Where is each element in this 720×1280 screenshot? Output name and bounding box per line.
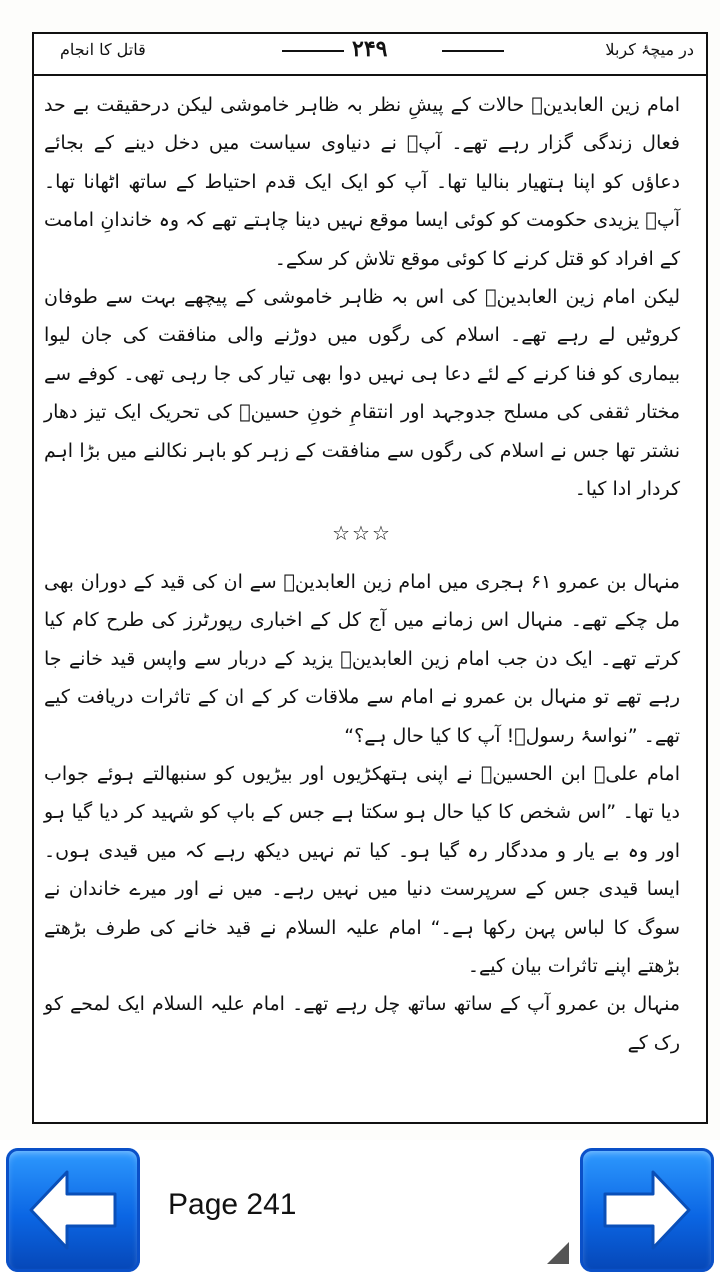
paragraph-1: امام زین العابدینؑ حالات کے پیشِ نظر بہ ظاہر خاموشی لیکن درحقیقت بے حد فعال زندگی گزار رہے تھے۔ آپؑ نے دنیاوی سیاست میں دخل دینے کے بجائے دعاؤں کو اپنا ہتھیار بنالیا تھا۔ آپ کو ایک ایک قدم احتیاط کے ساتھ اٹھانا تھا۔ آپؑ یزیدی حکومت کو کوئی ایسا موقع نہیں دینا چاہتے تھے کہ وہ خاندانِ امامت کے افراد کو قتل کرنے کا کوئی موقع تلاش کر سکے۔ bbox=[44, 94, 680, 270]
navigation-bar bbox=[0, 1140, 720, 1280]
previous-page-button[interactable] bbox=[6, 1148, 140, 1272]
chapter-title: قاتل کا انجام bbox=[60, 40, 146, 59]
paragraph-3: منہال بن عمرو ۶۱ ہجری میں امام زین العابدینؑ سے ان کی قید کے دوران بھی مل چکے تھے۔ منہال اس زمانے میں آج کل کے اخباری رپورٹرز کی طرح کام کیا کرتے تھے۔ ایک دن جب امام زین العابدینؑ یزید کے دربار سے واپس قید خانے جا رہے تھے تو منہال بن عمرو نے امام سے ملاقات کر کے ان کے تاثرات دریافت کیے تھے۔ ”نواسۂ رسولؐ! آپ کا کیا حال ہے؟“ bbox=[44, 570, 680, 747]
arrow-left-icon bbox=[23, 1160, 123, 1260]
page-body-text bbox=[44, 86, 680, 1062]
resize-grip-icon bbox=[547, 1242, 569, 1264]
arrow-right-icon bbox=[597, 1160, 697, 1260]
next-page-button[interactable] bbox=[580, 1148, 714, 1272]
paragraph-5: منہال بن عمرو آپ کے ساتھ ساتھ چل رہے تھے۔ امام علیہ السلام ایک لمحے کو رک کے bbox=[44, 993, 680, 1054]
page-indicator: Page 241 bbox=[168, 1188, 297, 1221]
paragraph-4: امام علیؑ ابن الحسینؑ نے اپنی ہتھکڑیوں اور بیڑیوں کو سنبھالتے ہوئے جواب دیا تھا۔ ”اس شخص کا کیا حال ہو سکتا ہے جس کے باپ کو شہید کر دیا گیا ہو اور وہ بے یار و مددگار رہ گیا ہو۔ کیا تم نہیں دیکھ رہے کہ میں قیدی ہوں۔ ایسا قیدی جس کے سرپرست دنیا میں نہیں رہے۔ میں نے اور میرے خاندان نے سوگ کا لباس پہن رکھا ہے۔“ امام علیہ السلام نے قید خانے کی طرف بڑھتے بڑھتے اپنے تاثرات بیان کیے۔ bbox=[44, 762, 680, 977]
printed-page-number: ۲۴۹ bbox=[352, 36, 388, 62]
page-header bbox=[32, 32, 708, 76]
paragraph-2: لیکن امام زین العابدینؑ کی اس بہ ظاہر خاموشی کے پیچھے بہت سے طوفان کروٹیں لے رہے تھے۔ اسلام کی رگوں میں دوڑنے والی منافقت کی جان لیوا بیماری کو فنا کرنے کے لئے دعا ہی نہیں دوا بھی تیار کی جا رہی تھی۔ کوفے سے مختار ثقفی کی مسلح جدوجہد اور انتقامِ خونِ حسینؑ کی تحریک ایک تیز دھار نشتر تھا جس نے اسلام کی رگوں سے منافقت کے زہر کو باہر نکالنے میں بڑا اہم کردار ادا کیا۔ bbox=[44, 286, 680, 501]
section-separator: ☆☆☆ bbox=[332, 521, 392, 546]
header-ornament-left bbox=[282, 50, 344, 52]
book-title: در میچۂ کربلا bbox=[605, 40, 694, 59]
header-ornament-right bbox=[442, 50, 504, 52]
